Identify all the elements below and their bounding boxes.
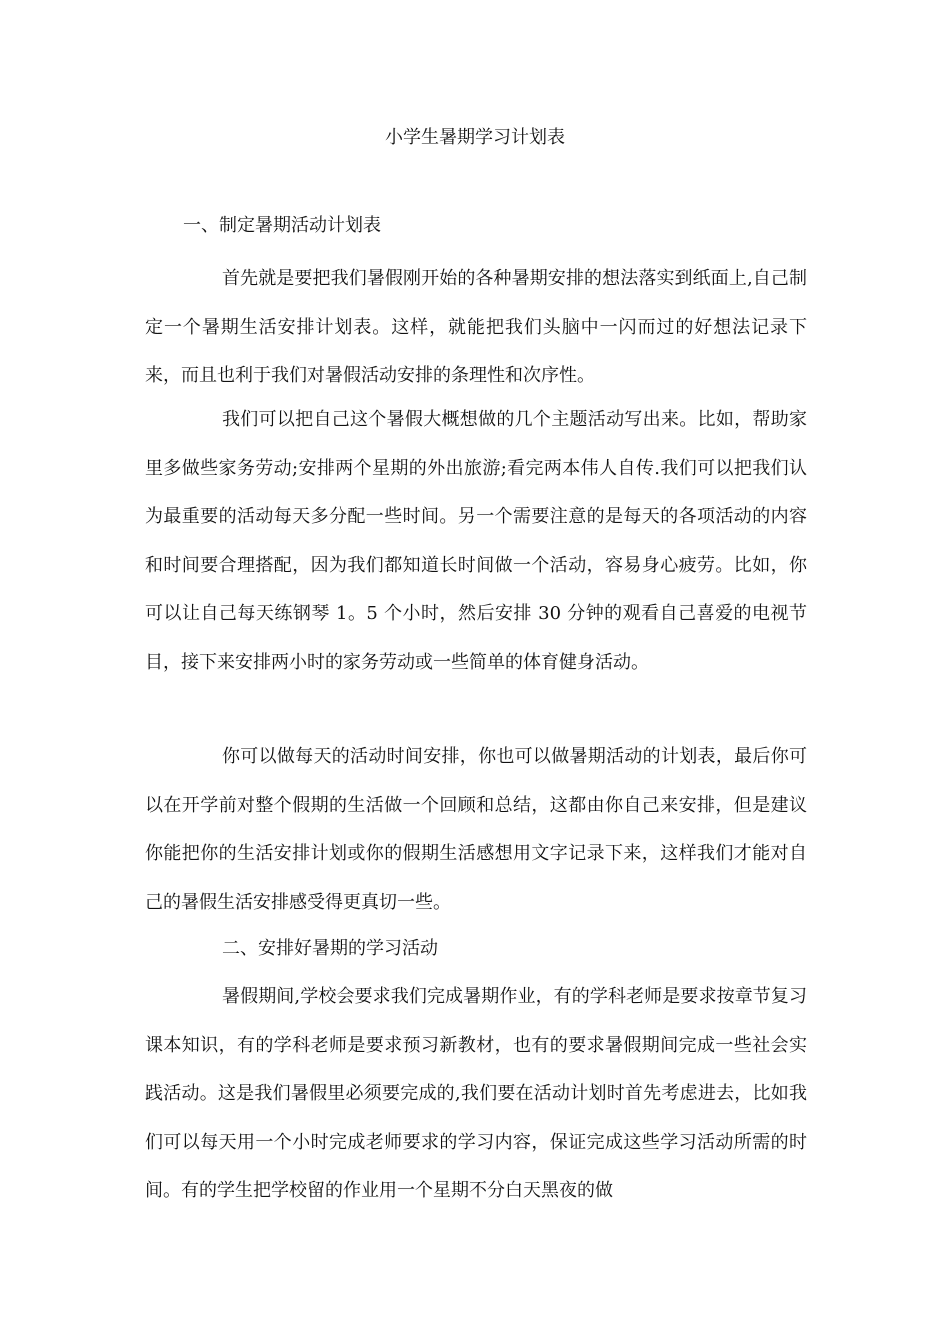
section-1-heading: 一、制定暑期活动计划表 [183, 215, 381, 236]
document-title: 小学生暑期学习计划表 [385, 127, 565, 148]
section-2-paragraph-1: 暑假期间,学校会要求我们完成暑期作业，有的学科老师是要求按章节复习课本知识，有的学科老师是要求预习新教材，也有的要求暑假期间完成一些社会实践活动。这是我们暑假里必须要完成的,我们要在活动计划时首先考虑进去，比如我们可以每天用一个小时完成老师要求的学习内容，保证完成这些学习活动所需的时间。有的学生把学校留的作业用一个星期不分白天黑夜的做 [145, 986, 807, 1201]
section-1-paragraph-3: 你可以做每天的活动时间安排，你也可以做暑期活动的计划表，最后你可以在开学前对整个假期的生活做一个回顾和总结，这都由你自己来安排，但是建议你能把你的生活安排计划或你的假期生活感想用文字记录下来，这样我们才能对自己的暑假生活安排感受得更真切一些。 [145, 746, 807, 913]
section-1-paragraph-1: 首先就是要把我们暑假刚开始的各种暑期安排的想法落实到纸面上,自己制定一个暑期生活安排计划表。这样，就能把我们头脑中一闪而过的好想法记录下来，而且也利于我们对暑假活动安排的条理性和次序性。 [145, 268, 807, 386]
section-2-heading: 二、安排好暑期的学习活动 [222, 938, 438, 959]
section-1-paragraph-2: 我们可以把自己这个暑假大概想做的几个主题活动写出来。比如，帮助家里多做些家务劳动;安排两个星期的外出旅游;看完两本伟人自传.我们可以把我们认为最重要的活动每天多分配一些时间。另一个需要注意的是每天的各项活动的内容和时间要合理搭配，因为我们都知道长时间做一个活动，容易身心疲劳。比如，你可以让自己每天练钢琴 1。5 个小时，然后安排 30 分钟的观看自己喜爱的电视节目，接下来安排两小时的家务劳动或一些简单的体育健身活动。 [145, 409, 807, 673]
